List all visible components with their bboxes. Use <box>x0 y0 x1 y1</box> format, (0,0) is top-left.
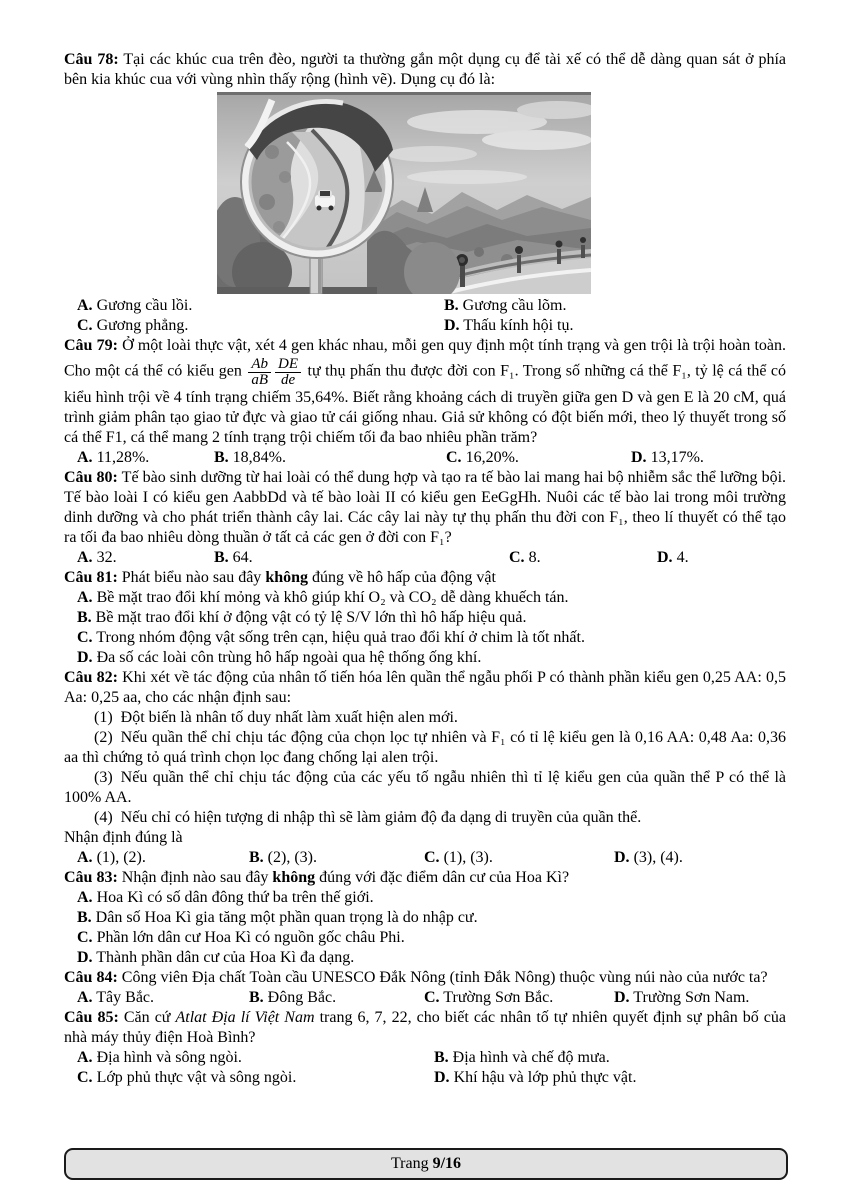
option-c: C. (1), (3). <box>424 849 493 866</box>
question-84: Câu 84: Công viên Địa chất Toàn cầu UNESCO Đắk Nông (tỉnh Đắk Nông) thuộc vùng núi nào của nước ta? <box>64 969 768 986</box>
question-81-label: Câu 81: <box>64 569 118 586</box>
option-a: A. Gương cầu lồi. <box>77 297 193 314</box>
option-b: B. Địa hình và chế độ mưa. <box>434 1049 610 1066</box>
question-82-statement-1: (1) Đột biến là nhân tố duy nhất làm xuất hiện alen mới. <box>94 709 458 726</box>
option-c: C. 8. <box>509 549 541 566</box>
question-81-option-a: A. Bề mặt trao đổi khí mỏng và khô giúp khí O₂ và CO₂ dễ dàng khuếch tán. <box>77 589 569 606</box>
question-78-text: Tại các khúc cua trên đèo, người ta thường gắn một dụng cụ để tài xế có thể dễ dàng quan sát ở phía bên kia khúc cua với vùng nhìn thấy rộng (hình vẽ). Dụng cụ đó là: <box>64 51 787 88</box>
question-79-options <box>64 448 786 468</box>
question-85-label: Câu 85: <box>64 1009 119 1026</box>
question-82-statement-3: (3) Nếu quần thể chỉ chịu tác động của các yếu tố ngẫu nhiên thì tỉ lệ kiểu gen của quần thể P có thể là 100% AA. <box>64 769 786 806</box>
question-82-closing: Nhận định đúng là <box>64 829 183 846</box>
footer-page-number: 9/16 <box>432 1155 462 1172</box>
question-78-options-row-1 <box>64 296 786 316</box>
question-80-options <box>64 548 786 568</box>
option-d: D. Thấu kính hội tụ. <box>444 317 574 334</box>
question-82-statement-4: (4) Nếu chỉ có hiện tượng di nhập thì sẽ làm giảm độ đa dạng di truyền của quần thể. <box>94 809 642 826</box>
question-85-options-row-1 <box>64 1048 786 1068</box>
option-c: C. Trường Sơn Bắc. <box>424 989 554 1006</box>
option-a: A. Địa hình và sông ngòi. <box>77 1049 242 1066</box>
question-81-option-c: C. Trong nhóm động vật sống trên cạn, hiệu quả trao đổi khí ở chim là tốt nhất. <box>77 629 585 646</box>
option-d: D. Khí hậu và lớp phủ thực vật. <box>434 1069 637 1086</box>
question-84-label: Câu 84: <box>64 969 118 986</box>
question-85-options-row-2 <box>64 1068 786 1088</box>
option-b: B. Gương cầu lõm. <box>444 297 567 314</box>
question-82-options <box>64 848 786 868</box>
option-a: A. 11,28%. <box>77 449 150 466</box>
question-79: Câu 79: Ở một loài thực vật, xét 4 gen khác nhau, mỗi gen quy định một tính trạng và gen trội là trội hoàn toàn. Cho một cá thể có kiểu gen $\frac{Ab}{aB}$ $\frac{DE}{de}$ tự thụ phấn thu được đời con F₁. Trong số những cá thể F₁, tỷ lệ cá thể có kiểu hình trội về 4 tính trạng chiếm 35,64%. Biết rằng khoảng cách di truyền giữa gen D và gen E là 20 cM, quá trình giảm phân tạo giao tử đực và giao tử cái giống nhau. Giả sử không có đột biến mới, theo lý thuyết trong số cá thể F1, cá thể mang 2 tính trạng trội chiếm tối đa bao nhiêu phần trăm? <box>64 337 787 446</box>
option-d: D. Trường Sơn Nam. <box>614 989 750 1006</box>
option-b: B. (2), (3). <box>249 849 317 866</box>
question-78-figure <box>217 92 591 294</box>
option-a: A. 32. <box>77 549 117 566</box>
question-82-statement-2: (2) Nếu quần thể chỉ chịu tác động của chọn lọc tự nhiên và F₁ có tỉ lệ kiểu gen là 0,16 AA: 0,48 Aa: 0,36 aa thì chứng tỏ quá trình chọn lọc đang chống lại alen trội. <box>64 729 786 766</box>
question-82-label: Câu 82: <box>64 669 118 686</box>
option-b: B. 64. <box>214 549 253 566</box>
question-83: Câu 83: Nhận định nào sau đây không đúng với đặc điểm dân cư của Hoa Kì? <box>64 869 570 886</box>
figure-convex-mirror <box>241 100 393 258</box>
question-83-option-a: A. Hoa Kì có số dân đông thứ ba trên thế giới. <box>77 889 374 906</box>
option-a: A. (1), (2). <box>77 849 146 866</box>
option-d: D. 4. <box>657 549 689 566</box>
page-footer <box>64 1148 788 1180</box>
exam-page-content <box>64 50 786 1088</box>
question-83-option-b: B. Dân số Hoa Kì gia tăng một phần quan trọng là do nhập cư. <box>77 909 478 926</box>
question-82: Câu 82: Khi xét về tác động của nhân tố tiến hóa lên quần thể ngẫu phối P có thành phần kiểu gen 0,25 AA: 0,5 Aa: 0,25 aa, cho các nhận định sau: <box>64 669 786 706</box>
question-85: Câu 85: Căn cứ Atlat Địa lí Việt Nam trang 6, 7, 22, cho biết các nhân tố tự nhiên quyết định sự phân bố của nhà máy thủy điện Hoà Bình? <box>64 1009 786 1046</box>
question-81: Câu 81: Phát biểu nào sau đây không đúng về hô hấp của động vật <box>64 569 496 586</box>
genotype-fraction-1: $\frac{Ab}{aB}$ <box>248 356 271 388</box>
option-c: C. Gương phẳng. <box>77 317 189 334</box>
question-78-label: Câu 78: <box>64 51 119 68</box>
option-a: A. Tây Bắc. <box>77 989 155 1006</box>
convex-mirror-photo <box>217 92 591 294</box>
option-b: B. Đông Bắc. <box>249 989 337 1006</box>
atlat-title: Atlat Địa lí Việt Nam <box>175 1009 315 1026</box>
question-78-options-row-2 <box>64 316 786 336</box>
question-78 <box>64 50 786 90</box>
question-81-option-b: B. Bề mặt trao đổi khí ở động vật có tỷ lệ S/V lớn thì hô hấp hiệu quả. <box>77 609 527 626</box>
option-d: D. (3), (4). <box>614 849 683 866</box>
question-84-options <box>64 988 786 1008</box>
question-80-label: Câu 80: <box>64 469 118 486</box>
genotype-fraction-2: $\frac{DE}{de}$ <box>275 356 301 388</box>
question-79-label: Câu 79: <box>64 337 118 354</box>
option-c: C. Lớp phủ thực vật và sông ngòi. <box>77 1069 297 1086</box>
question-83-option-d: D. Thành phần dân cư của Hoa Kì đa dạng. <box>77 949 355 966</box>
footer-label: Trang <box>390 1155 429 1172</box>
option-d: D. 13,17%. <box>631 449 704 466</box>
question-81-option-d: D. Đa số các loài côn trùng hô hấp ngoài qua hệ thống ống khí. <box>77 649 482 666</box>
option-b: B. 18,84%. <box>214 449 286 466</box>
question-83-option-c: C. Phần lớn dân cư Hoa Kì có nguồn gốc châu Phi. <box>77 929 405 946</box>
question-83-label: Câu 83: <box>64 869 118 886</box>
question-80: Câu 80: Tế bào sinh dưỡng từ hai loài có thể dung hợp và tạo ra tế bào lai mang hai bộ nhiễm sắc thể lưỡng bội. Tế bào loài I có kiểu gen AabbDd và tế bào loài II có kiểu gen EeGgHh. Nuôi các tế bào lai trong môi trường dinh dưỡng và cho phát triển thành cây lai. Các cây lai này tự thụ phấn thu đời con F₁, theo lí thuyết có thể tạo ra tối đa bao nhiêu dòng thuần ở tất cả các gen ở đời con F₁? <box>64 469 787 546</box>
option-c: C. 16,20%. <box>446 449 519 466</box>
